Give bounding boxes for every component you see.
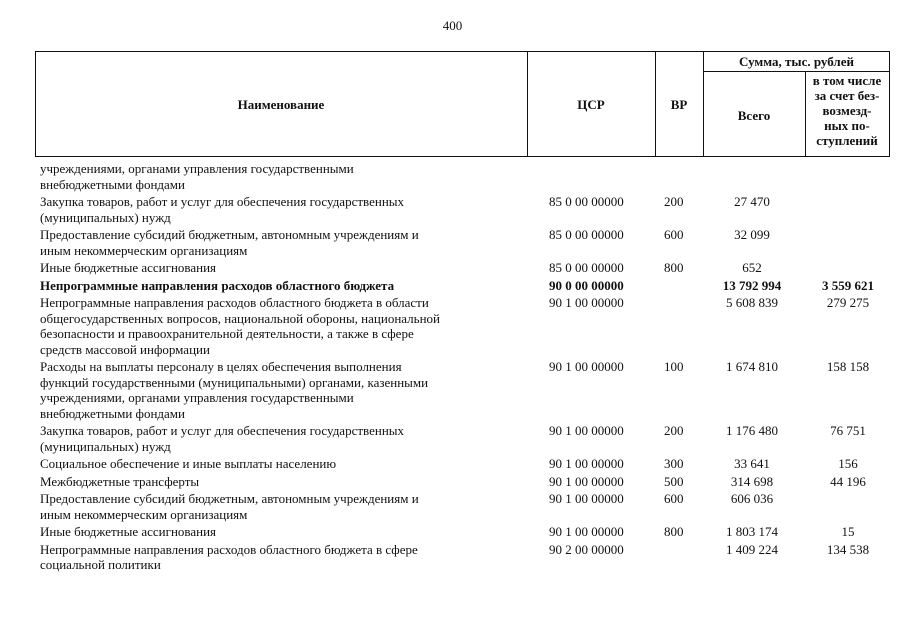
- row-total: 5 608 839: [726, 295, 778, 310]
- row-vr: 800: [664, 524, 684, 539]
- row-name: [40, 278, 515, 294]
- row-name-line: средств массовой информации: [40, 341, 210, 357]
- row-csr: 90 1 00 00000: [549, 524, 624, 539]
- row-name-line: Предоставление субсидий бюджетным, автономным учреждениям и: [40, 491, 419, 506]
- row-csr: 90 1 00 00000: [549, 491, 624, 506]
- page-number: 400: [442, 18, 463, 33]
- row-name-line: безопасности и правоохранительной деятельности, а также в сфере: [40, 326, 414, 341]
- table-row: [0, 474, 905, 490]
- header-sum-divider: [703, 71, 890, 72]
- row-name-line: (муниципальных) нужд: [40, 438, 171, 454]
- header-bottom-border: [35, 156, 890, 157]
- row-name: [40, 524, 515, 540]
- table-row: [0, 278, 905, 294]
- row-csr: 85 0 00 00000: [549, 260, 624, 275]
- header-grant-line: в том числе: [812, 73, 882, 88]
- row-name: [40, 359, 515, 421]
- header-grant-line: возмезд-: [822, 103, 872, 118]
- header-grant: [805, 73, 889, 148]
- table-row: [0, 295, 905, 357]
- row-total: 1 674 810: [726, 359, 778, 374]
- row-csr: 90 1 00 00000: [549, 359, 624, 374]
- row-name-line: Иные бюджетные ассигнования: [40, 524, 217, 539]
- header-grant-line: ных по-: [824, 118, 870, 133]
- row-total: 1 803 174: [726, 524, 778, 539]
- row-csr: 90 0 00 00000: [549, 277, 624, 293]
- row-name: [40, 456, 515, 472]
- row-total: 606 036: [730, 491, 774, 506]
- row-name-line: Непрограммные направления расходов областного бюджета: [40, 277, 395, 293]
- header-sum: Сумма, тыс. рублей: [739, 54, 854, 69]
- row-csr: 90 1 00 00000: [549, 456, 624, 471]
- row-name: [40, 295, 515, 357]
- table-row: [0, 227, 905, 258]
- row-grant: 158 158: [826, 359, 870, 374]
- row-vr: 800: [664, 260, 684, 275]
- row-name-line: Предоставление субсидий бюджетным, автономным учреждениям и: [40, 227, 419, 242]
- row-name-line: внебюджетными фондами: [40, 405, 185, 421]
- row-name-line: внебюджетными фондами: [40, 176, 185, 192]
- row-total: 1 409 224: [726, 541, 778, 557]
- row-name-line: иным некоммерческим организациям: [40, 242, 248, 258]
- row-vr: 300: [664, 456, 684, 471]
- row-name: [40, 260, 515, 276]
- row-name-line: функций государственными (муниципальными) органами, казенными: [40, 374, 429, 390]
- row-name-line: (муниципальных) нужд: [40, 209, 171, 225]
- row-vr: 100: [664, 359, 684, 374]
- table-row: [0, 491, 905, 522]
- row-name-line: Непрограммные направления расходов областного бюджета в сфере: [40, 541, 418, 557]
- row-name: [40, 491, 515, 522]
- row-total: 13 792 994: [722, 277, 782, 293]
- header-vr: ВР: [670, 97, 688, 112]
- row-csr: 90 1 00 00000: [549, 295, 624, 310]
- row-name: [40, 542, 515, 573]
- row-total: 27 470: [734, 194, 770, 209]
- row-grant: 76 751: [830, 423, 866, 438]
- row-vr: 200: [664, 194, 684, 209]
- row-name: [40, 161, 515, 192]
- row-name-line: Закупка товаров, работ и услуг для обеспечения государственных: [40, 194, 405, 209]
- row-name-line: общегосударственных вопросов, национальной обороны, национальной: [40, 310, 440, 326]
- row-name-line: Социальное обеспечение и иные выплаты населению: [40, 456, 337, 471]
- row-name-line: Расходы на выплаты персоналу в целях обеспечения выполнения: [40, 359, 402, 374]
- table-row: [0, 260, 905, 276]
- table-row: [0, 542, 905, 573]
- row-name-line: учреждениями, органами управления государственными: [40, 161, 354, 176]
- header-top-border: [35, 51, 890, 52]
- table-row: [0, 194, 905, 225]
- header-name: Наименование: [237, 97, 325, 112]
- table-row: [0, 161, 905, 192]
- row-total: 314 698: [730, 473, 774, 489]
- row-vr: 600: [664, 227, 684, 242]
- row-name-line: Иные бюджетные ассигнования: [40, 260, 217, 275]
- row-name-line: Межбюджетные трансферты: [40, 473, 200, 489]
- row-vr: 200: [664, 423, 684, 438]
- row-csr: 85 0 00 00000: [549, 194, 624, 209]
- row-vr: 500: [664, 473, 684, 489]
- row-name: [40, 474, 515, 490]
- row-name: [40, 194, 515, 225]
- row-grant: 15: [841, 524, 855, 539]
- row-name-line: социальной политики: [40, 557, 161, 572]
- table-row: [0, 359, 905, 421]
- row-grant: 3 559 621: [822, 277, 874, 293]
- row-grant: 44 196: [830, 473, 866, 489]
- header-grant-line: ступлений: [816, 133, 878, 148]
- row-grant: 156: [838, 456, 858, 471]
- row-grant: 134 538: [826, 541, 870, 557]
- row-name-line: Закупка товаров, работ и услуг для обеспечения государственных: [40, 423, 405, 438]
- row-name-line: учреждениями, органами управления государственными: [40, 390, 354, 405]
- table-header: [35, 51, 890, 157]
- row-csr: 90 1 00 00000: [549, 473, 624, 489]
- row-total: 33 641: [734, 456, 770, 471]
- row-csr: 85 0 00 00000: [549, 227, 624, 242]
- row-name: [40, 227, 515, 258]
- row-grant: 279 275: [826, 295, 870, 310]
- row-vr: 600: [664, 491, 684, 506]
- header-total: Всего: [737, 108, 771, 123]
- row-total: 32 099: [734, 227, 770, 242]
- row-total: 1 176 480: [726, 423, 778, 438]
- header-csr: ЦСР: [577, 97, 605, 112]
- table-row: [0, 456, 905, 472]
- table-row: [0, 524, 905, 540]
- table-row: [0, 423, 905, 454]
- row-csr: 90 1 00 00000: [549, 423, 624, 438]
- row-name-line: Непрограммные направления расходов областного бюджета в области: [40, 295, 429, 310]
- row-name-line: иным некоммерческим организациям: [40, 506, 248, 522]
- row-csr: 90 2 00 00000: [549, 541, 624, 557]
- row-name: [40, 423, 515, 454]
- row-total: 652: [742, 260, 762, 275]
- header-grant-line: за счет без-: [814, 88, 880, 103]
